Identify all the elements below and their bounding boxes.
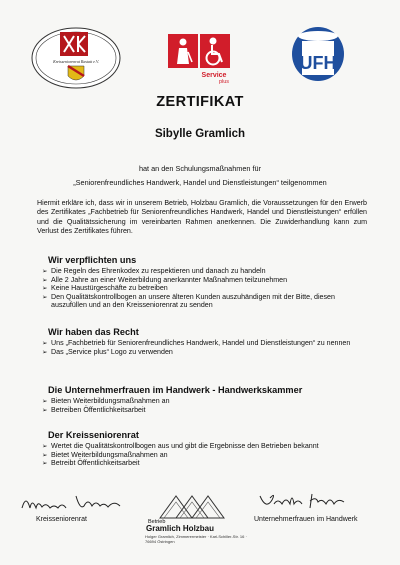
section-kreisseniorenrat (42, 430, 372, 468)
list-item: ➢ Wertet die Qualitätskontrollbogen aus und gibt die Ergebnisse den Betrieben bekannt (42, 442, 372, 451)
stamp-line-1: Betrieb (148, 519, 166, 525)
list-item: ➢ Bietet Weiterbildungsmaßnahmen an (42, 451, 372, 460)
list-item: ➢ Den Qualitätskontrollbogen an unsere älteren Kunden auszuhändigen mit der Bitte, diesen auszufüllen und an den Kreisseniorenrat zu senden (42, 293, 372, 310)
ufh-logo (290, 25, 346, 83)
kreisseniorenrat-logo (30, 26, 122, 90)
list-item: ➢ Uns „Fachbetrieb für Seniorenfreundliches Handwerk, Handel und Dienstleistungen“ zu nennen (42, 339, 372, 348)
certificate-title: ZERTIFIKAT (156, 94, 244, 110)
section-heading: Wir haben das Recht (48, 327, 139, 337)
list-item: ➢ Betreiben Öffentlichkeitsarbeit (42, 406, 372, 415)
svg-text:Service: Service (201, 72, 227, 79)
course-line-2: „Seniorenfreundliches Handwerk, Handel und Dienstleistungen“ teilgenommen (73, 178, 327, 187)
svg-text:plus: plus (218, 79, 230, 84)
section-rights (42, 327, 372, 356)
right-signature-label: Unternehmerfrauen im Handwerk (254, 516, 358, 523)
recipient-name: Sibylle Gramlich (154, 128, 246, 140)
declaration-text: Hiermit erkläre ich, dass wir in unserem Betrieb, Holzbau Gramlich, die Voraussetzungen für den Erwerb des Zertifikates „Fachbetrieb für Seniorenfreundliches Handwerk, Handel und Dienstleistungen“ erfüllen und die Qualitätssicherung im vereinbarten Rahmen anerkennen. Die Zuwiderhandlung kann zum Verlust des Zertifikates führen. (37, 199, 367, 236)
list-item: ➢ Das „Service plus“ Logo zu verwenden (42, 348, 372, 357)
course-line-1: hat an den Schulungsmaßnahmen für (138, 164, 262, 173)
stamp-line-2: Gramlich Holzbau (146, 524, 215, 533)
list-item: ➢ Betreibt Öffentlichkeitsarbeit (42, 459, 372, 468)
service-plus-logo (166, 32, 234, 84)
section-ufh (42, 385, 372, 414)
section-obligations (42, 255, 372, 310)
list-item: ➢ Bieten Weiterbildungsmaßnahmen an (42, 397, 372, 406)
right-signature (256, 488, 356, 514)
left-signature (18, 490, 128, 516)
stamp-line-3: Holger Gramlich, Zimmerermeister · Karl-Schiller-Str. 16 · 76694 Östringen (145, 534, 247, 544)
section-heading: Wir verpflichten uns (48, 255, 137, 265)
section-heading: Die Unternehmerfrauen im Handwerk - Handwerkskammer (48, 385, 303, 395)
list-item: ➢ Keine Haustürgeschäfte zu betreiben (42, 284, 372, 293)
list-item: ➢ Alle 2 Jahre an einer Weiterbildung anerkannter Maßnahmen teilzunehmen (42, 276, 372, 285)
list-item: ➢ Die Regeln des Ehrenkodex zu respektieren und danach zu handeln (42, 267, 372, 276)
svg-text:UFH: UFH (299, 53, 337, 73)
section-heading: Der Kreisseniorenrat (48, 430, 139, 440)
left-signature-label: Kreisseniorenrat (36, 516, 87, 523)
svg-text:Kreisseniorenrat Rastatt e.V.: Kreisseniorenrat Rastatt e.V. (53, 59, 99, 64)
